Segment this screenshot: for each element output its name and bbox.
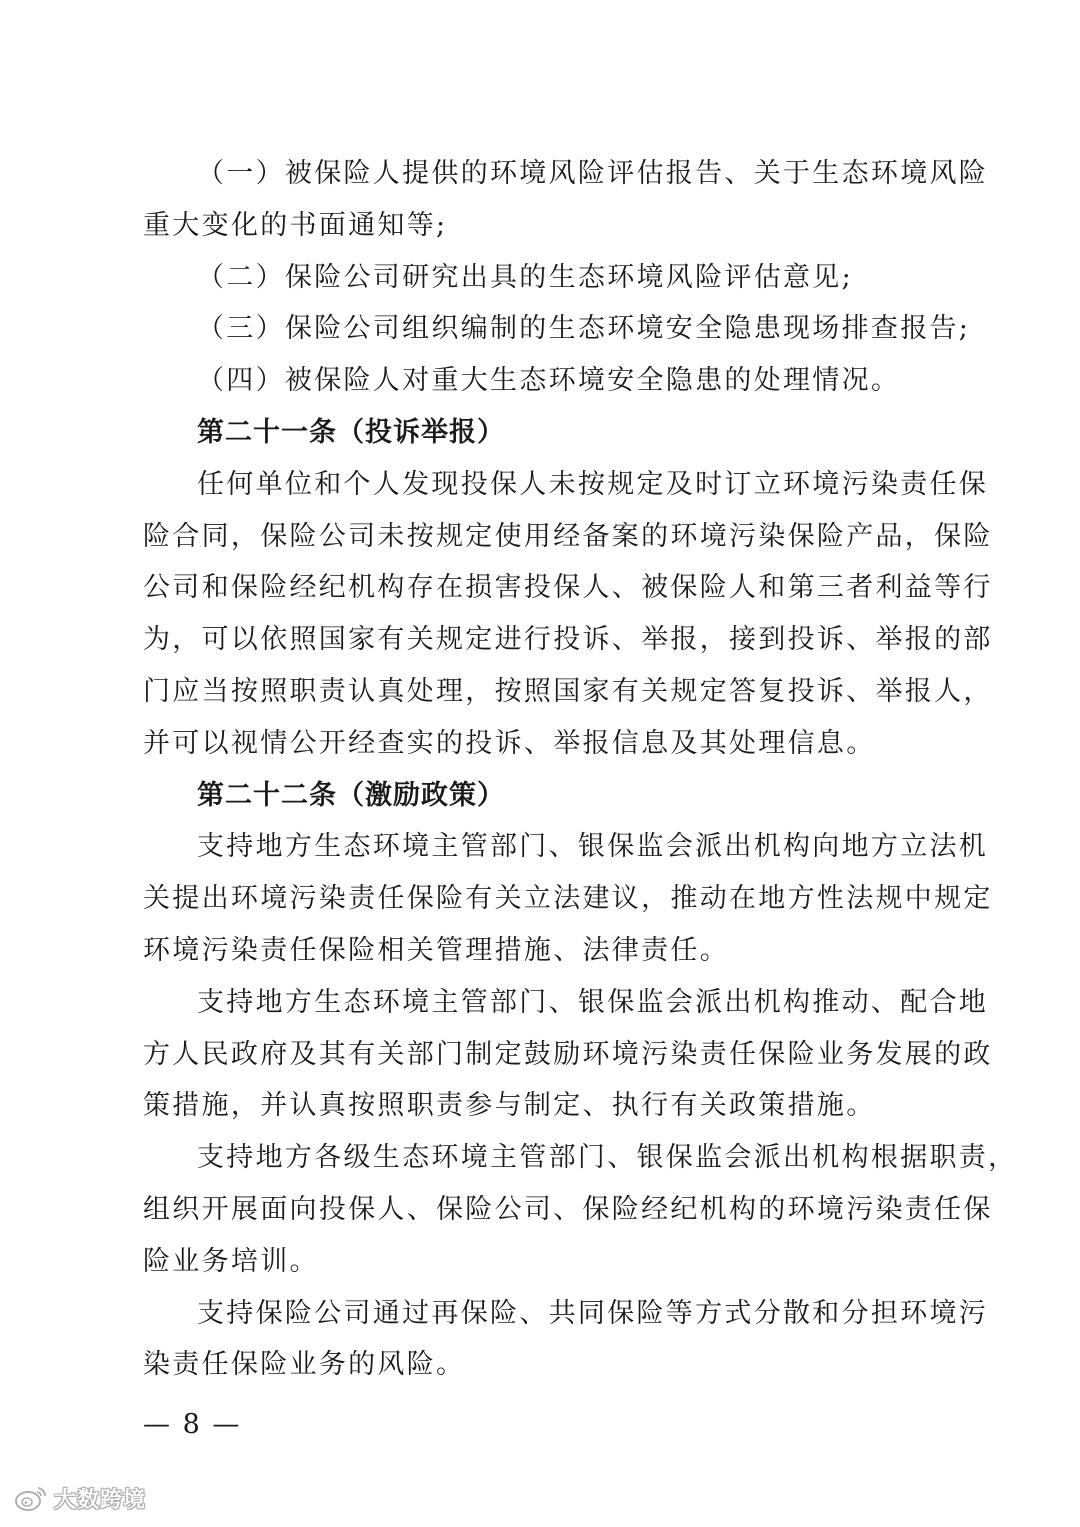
text-line: 险业务培训。 — [143, 1245, 319, 1277]
text-line: （三）保险公司组织编制的生态环境安全隐患现场排查报告; — [197, 313, 971, 345]
text-line: 支持地方各级生态环境主管部门、银保监会派出机构根据职责， — [197, 1142, 1018, 1174]
text-line: （二）保险公司研究出具的生态环境风险评估意见; — [197, 261, 853, 293]
article-heading: 第二十一条（投诉举报） — [197, 416, 505, 448]
text-line: 任何单位和个人发现投保人未按规定及时订立环境污染责任保 — [197, 468, 989, 500]
text-line: 支持地方生态环境主管部门、银保监会派出机构向地方立法机 — [197, 831, 989, 863]
page-number: — 8 — — [143, 1409, 242, 1440]
text-line: 重大变化的书面通知等; — [143, 209, 448, 241]
text-line: 公司和保险经纪机构存在损害投保人、被保险人和第三者利益等行 — [143, 572, 993, 604]
text-line: 为，可以依照国家有关规定进行投诉、举报，接到投诉、举报的部 — [143, 624, 993, 656]
text-line: 方人民政府及其有关部门制定鼓励环境污染责任保险业务发展的政 — [143, 1038, 993, 1070]
text-line: 并可以视情公开经查实的投诉、举报信息及其处理信息。 — [143, 727, 876, 759]
text-line: 门应当按照职责认真处理，按照国家有关规定答复投诉、举报人， — [143, 675, 993, 707]
weibo-logo-icon — [14, 1484, 48, 1512]
document-body — [143, 148, 1018, 1391]
text-line: （四）被保险人对重大生态环境安全隐患的处理情况。 — [197, 365, 901, 397]
text-line: （一）被保险人提供的环境风险评估报告、关于生态环境风险 — [197, 158, 989, 189]
article-heading: 第二十二条（激励政策） — [197, 779, 505, 811]
text-line: 组织开展面向投保人、保险公司、保险经纪机构的环境污染责任保 — [143, 1193, 993, 1225]
text-line: 环境污染责任保险相关管理措施、法律责任。 — [143, 934, 729, 966]
text-line: 关提出环境污染责任保险有关立法建议，推动在地方性法规中规定 — [143, 883, 993, 915]
text-line: 染责任保险业务的风险。 — [143, 1349, 466, 1381]
text-line: 策措施，并认真按照职责参与制定、执行有关政策措施。 — [143, 1090, 876, 1122]
watermark — [14, 1478, 146, 1518]
watermark-text: 大数跨境 — [54, 1487, 147, 1513]
text-line: 支持保险公司通过再保险、共同保险等方式分散和分担环境污 — [197, 1297, 989, 1329]
text-line: 支持地方生态环境主管部门、银保监会派出机构推动、配合地 — [197, 986, 989, 1018]
text-line: 险合同，保险公司未按规定使用经备案的环境污染保险产品，保险 — [143, 520, 993, 552]
